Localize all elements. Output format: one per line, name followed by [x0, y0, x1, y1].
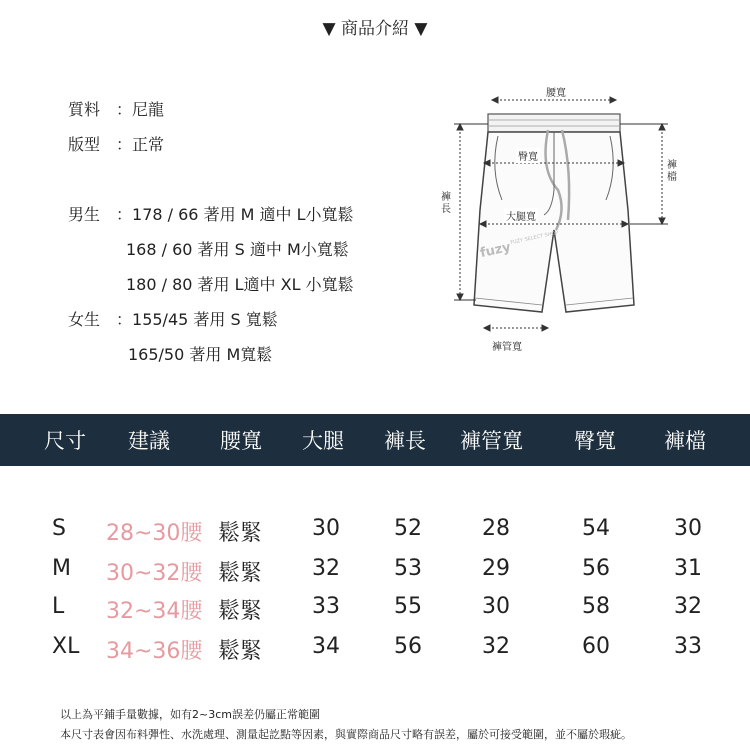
header-waist: 腰寬	[220, 429, 262, 453]
measurement-note: 以上為平鋪手量數據，如有2~3cm誤差仍屬正常範圍	[60, 708, 320, 721]
shorts-illustration	[440, 80, 680, 360]
header-rise: 褲檔	[664, 429, 706, 453]
table-cell-hem: 28	[482, 516, 510, 541]
size-table-header	[0, 414, 750, 466]
table-cell-suggest: 28~30腰	[106, 521, 203, 546]
table-cell-size: S	[52, 516, 66, 541]
material-label: 質料	[68, 100, 101, 119]
table-cell-hip: 60	[582, 634, 610, 659]
rise-label: 褲檔	[667, 160, 677, 183]
colon: ：	[116, 100, 133, 119]
shorts-diagram	[440, 80, 680, 360]
thigh-label: 大腿寬	[504, 208, 538, 223]
section-title: ▼ 商品介紹 ▼	[322, 19, 428, 39]
brand-logo-sub: FUZY SELECT SHOP	[509, 229, 559, 247]
header-length: 褲長	[384, 429, 426, 453]
hem-arrow	[484, 325, 548, 331]
header-hip: 臀寬	[574, 429, 616, 453]
table-cell-rise: 31	[674, 556, 702, 581]
female-line: 155/45 著用 S 寬鬆	[132, 310, 278, 329]
colon: ：	[116, 205, 133, 224]
table-cell-length: 55	[394, 594, 422, 619]
waist-label: 腰寬	[544, 84, 568, 99]
table-cell-thigh: 33	[312, 594, 340, 619]
table-cell-hem: 32	[482, 634, 510, 659]
female-row	[68, 302, 354, 337]
table-cell-thigh: 30	[312, 516, 340, 541]
hip-label: 臀寬	[516, 148, 540, 163]
table-cell-rise: 32	[674, 594, 702, 619]
fit-row	[68, 127, 354, 162]
length-label: 褲長	[441, 192, 451, 215]
table-cell-hip: 56	[582, 556, 610, 581]
header-hem: 褲管寬	[460, 429, 523, 453]
colon: ：	[116, 310, 133, 329]
product-info	[68, 92, 354, 372]
table-cell-suggest: 30~32腰	[106, 561, 203, 586]
table-cell-hip: 54	[582, 516, 610, 541]
disclaimer-note: 本尺寸表會因布料彈性、水洗處理、測量起訖點等因素，與實際商品尺寸略有誤差，屬於可接受範圍，並不屬於瑕疵。	[60, 728, 632, 741]
header-suggest: 建議	[128, 429, 170, 453]
fit-label: 版型	[68, 135, 101, 154]
header-thigh: 大腿	[302, 429, 344, 453]
fit-value: 正常	[132, 135, 165, 154]
table-cell-length: 53	[394, 556, 422, 581]
table-cell-thigh: 34	[312, 634, 340, 659]
table-cell-rise: 33	[674, 634, 702, 659]
table-cell-length: 52	[394, 516, 422, 541]
table-cell-size: L	[52, 594, 65, 619]
material-row	[68, 92, 354, 127]
table-cell-hip: 58	[582, 594, 610, 619]
header-size: 尺寸	[44, 429, 86, 453]
table-cell-length: 56	[394, 634, 422, 659]
male-line: 178 / 66 著用 M 適中 L小寬鬆	[132, 205, 354, 224]
male-line: 168 / 60 著用 S 適中 M小寬鬆	[126, 240, 349, 259]
male-label: 男生	[68, 205, 101, 224]
table-cell-suggest: 34~36腰	[106, 639, 203, 664]
table-cell-waist: 鬆緊	[218, 599, 263, 624]
table-cell-thigh: 32	[312, 556, 340, 581]
male-line: 180 / 80 著用 L適中 XL 小寬鬆	[126, 275, 354, 294]
material-value: 尼龍	[132, 100, 165, 119]
male-row	[68, 197, 354, 232]
table-cell-size: M	[52, 556, 71, 581]
female-line: 165/50 著用 M寬鬆	[128, 345, 273, 364]
table-cell-hem: 30	[482, 594, 510, 619]
colon: ：	[116, 135, 133, 154]
female-label: 女生	[68, 310, 101, 329]
table-cell-waist: 鬆緊	[218, 639, 263, 664]
table-cell-waist: 鬆緊	[218, 561, 263, 586]
table-cell-size: XL	[52, 634, 80, 659]
hem-label: 褲管寬	[492, 342, 522, 353]
table-cell-suggest: 32~34腰	[106, 599, 203, 624]
table-cell-hem: 29	[482, 556, 510, 581]
table-cell-rise: 30	[674, 516, 702, 541]
brand-logo: fuzy	[478, 239, 513, 262]
table-cell-waist: 鬆緊	[218, 521, 263, 546]
waistband	[488, 114, 620, 132]
